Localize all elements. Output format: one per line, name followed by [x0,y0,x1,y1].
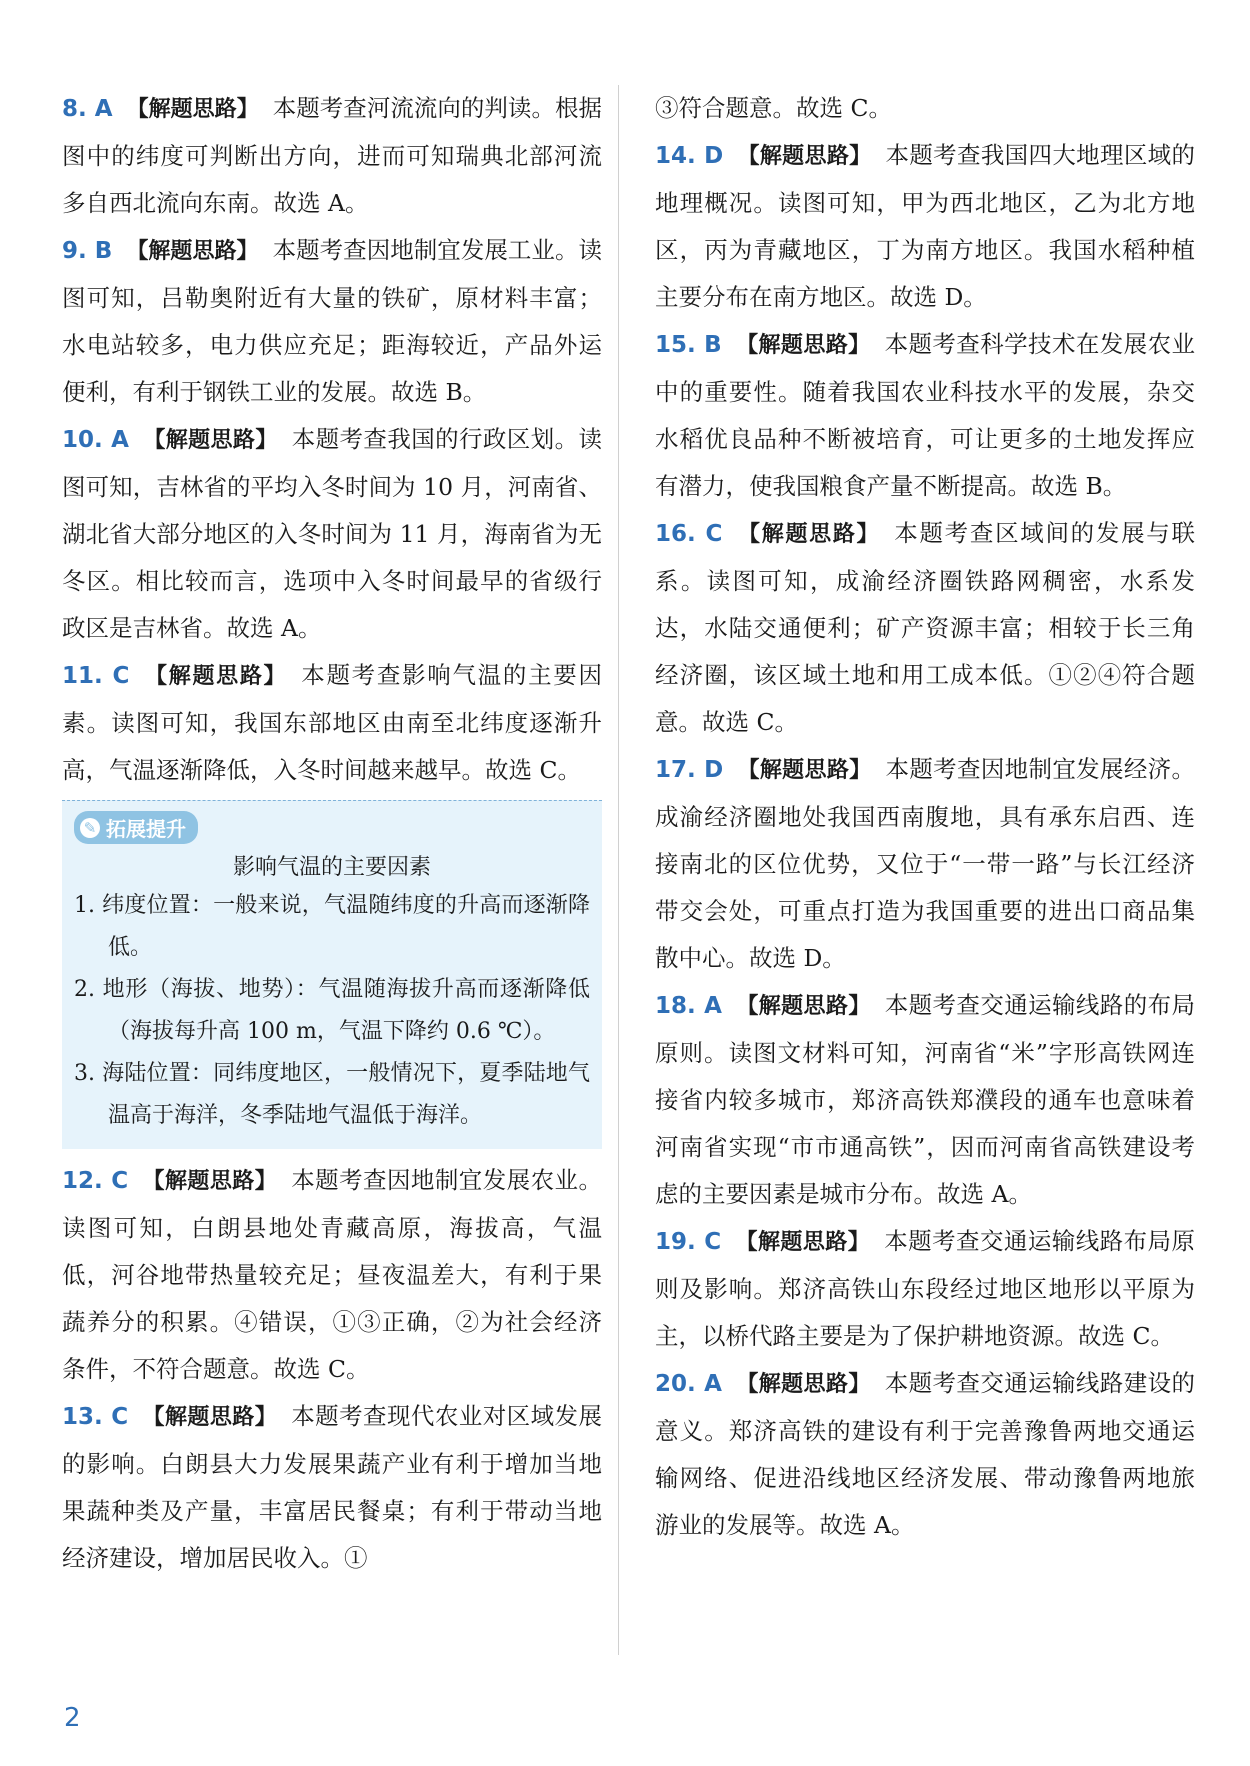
question-number: 10. A [62,427,129,453]
answer-12 [62,1157,602,1393]
answer-text: 本题考查我国的行政区划。读图可知，吉林省的平均入冬时间为 10 月，河南省、湖北省大部分地区的入冬时间为 11 月，海南省为无冬区。相比较而言，选项中入冬时间最早的省级行政区是吉林省。故选 A。 [62,425,602,642]
extension-item: 2. 地形（海拔、地势）：气温随海拔升高而逐渐降低（海拔每升高 100 m，气温下降约 0.6 ℃）。 [74,977,590,1044]
answer-text: 本题考查现代农业对区域发展的影响。白朗县大力发展果蔬产业有利于增加当地果蔬种类及产量，丰富居民餐桌；有利于带动当地经济建设，增加居民收入。① [62,1402,602,1572]
answer-text: 本题考查交通运输线路的布局原则。读图文材料可知，河南省“米”字形高铁网连接省内较多城市，郑济高铁郑濮段的通车也意味着河南省实现“市市通高铁”，因而河南省高铁建设考虑的主要因素是城市分布。故选 A。 [655,991,1195,1208]
extension-item: 3. 海陆位置：同纬度地区，一般情况下，夏季陆地气温高于海洋，冬季陆地气温低于海洋。 [74,1061,590,1128]
question-number: 17. D [655,757,724,783]
answer-text: 本题考查科学技术在发展农业中的重要性。随着我国农业科技水平的发展，杂交水稻优良品种不断被培育，可让更多的土地发挥应有潜力，使我国粮食产量不断提高。故选 B。 [655,330,1195,500]
solution-tag: 【解题思路】 [142,1405,278,1430]
answer-text: 本题考查影响气温的主要因素。读图可知，我国东部地区由南至北纬度逐渐升高，气温逐渐降低，入冬时间越来越早。故选 C。 [62,661,602,784]
page-number: 2 [64,1703,81,1733]
pencil-icon: ✎ [80,818,100,838]
question-number: 19. C [655,1229,722,1255]
extension-title: 影响气温的主要因素 [232,855,431,880]
solution-tag: 【解题思路】 [735,1372,871,1397]
answer-13 [62,1393,602,1582]
answer-18 [655,982,1195,1218]
answer-13-continued: ③符合题意。故选 C。 [655,94,892,122]
answer-text: 本题考查交通运输线路布局原则及影响。郑济高铁山东段经过地区地形以平原为主，以桥代路主要是为了保护耕地资源。故选 C。 [655,1227,1195,1350]
question-number: 15. B [655,332,722,358]
answer-text: 本题考查因地制宜发展农业。读图可知，白朗县地处青藏高原，海拔高，气温低，河谷地带热量较充足；昼夜温差大，有利于果蔬养分的积累。④错误，①③正确，②为社会经济条件，不符合题意。故选 C。 [62,1166,602,1383]
answer-14 [655,132,1195,321]
solution-tag: 【解题思路】 [735,333,871,358]
answer-text: 本题考查河流流向的判读。根据图中的纬度可判断出方向，进而可知瑞典北部河流多自西北流向东南。故选 A。 [62,94,602,217]
answer-text: 本题考查我国四大地理区域的地理概况。读图可知，甲为西北地区，乙为北方地区，丙为青藏地区，丁为南方地区。我国水稻种植主要分布在南方地区。故选 D。 [655,141,1195,311]
right-column [655,85,1195,1549]
solution-tag: 【解题思路】 [142,428,278,453]
solution-tag: 【解题思路】 [735,994,871,1019]
answer-20 [655,1360,1195,1549]
solution-tag: 【解题思路】 [736,522,881,547]
question-number: 8. A [62,96,113,122]
answer-9 [62,227,602,416]
extension-badge [74,811,198,844]
question-number: 13. C [62,1404,129,1430]
extension-item: 1. 纬度位置：一般来说，气温随纬度的升高而逐渐降低。 [74,893,590,960]
answer-text: 本题考查因地制宜发展工业。读图可知，吕勒奥附近有大量的铁矿，原材料丰富；水电站较多，电力供应充足；距海较近，产品外运便利，有利于钢铁工业的发展。故选 B。 [62,236,602,406]
question-number: 20. A [655,1371,722,1397]
solution-tag: 【解题思路】 [126,97,259,122]
question-number: 9. B [62,238,113,264]
question-number: 12. C [62,1168,129,1194]
extension-badge-label: 拓展提升 [106,817,186,841]
left-column [62,85,602,1582]
question-number: 14. D [655,143,724,169]
answer-text: 本题考查因地制宜发展经济。成渝经济圈地处我国西南腹地，具有承东启西、连接南北的区位优势，又位于“一带一路”与长江经济带交会处，可重点打造为我国重要的进出口商品集散中心。故选 D。 [655,755,1195,972]
question-number: 18. A [655,993,722,1019]
answer-text: 本题考查区域间的发展与联系。读图可知，成渝经济圈铁路网稠密，水系发达，水陆交通便利；矿产资源丰富；相较于长三角经济圈，该区域土地和用工成本低。①②④符合题意。故选 C。 [655,519,1195,736]
solution-tag: 【解题思路】 [143,664,288,689]
solution-tag: 【解题思路】 [126,239,259,264]
answer-text: 本题考查交通运输线路建设的意义。郑济高铁的建设有利于完善豫鲁两地交通运输网络、促进沿线地区经济发展、带动豫鲁两地旅游业的发展等。故选 A。 [655,1369,1195,1539]
solution-tag: 【解题思路】 [737,758,872,783]
solution-tag: 【解题思路】 [735,1230,871,1255]
solution-tag: 【解题思路】 [737,144,872,169]
answer-16 [655,510,1195,746]
answer-19 [655,1218,1195,1360]
answer-10 [62,416,602,652]
answer-15 [655,321,1195,510]
extension-box [62,800,602,1149]
solution-tag: 【解题思路】 [142,1169,278,1194]
column-divider [618,85,619,1655]
answer-11 [62,652,602,794]
answer-17 [655,746,1195,982]
question-number: 16. C [655,521,723,547]
question-number: 11. C [62,663,130,689]
answer-8 [62,85,602,227]
